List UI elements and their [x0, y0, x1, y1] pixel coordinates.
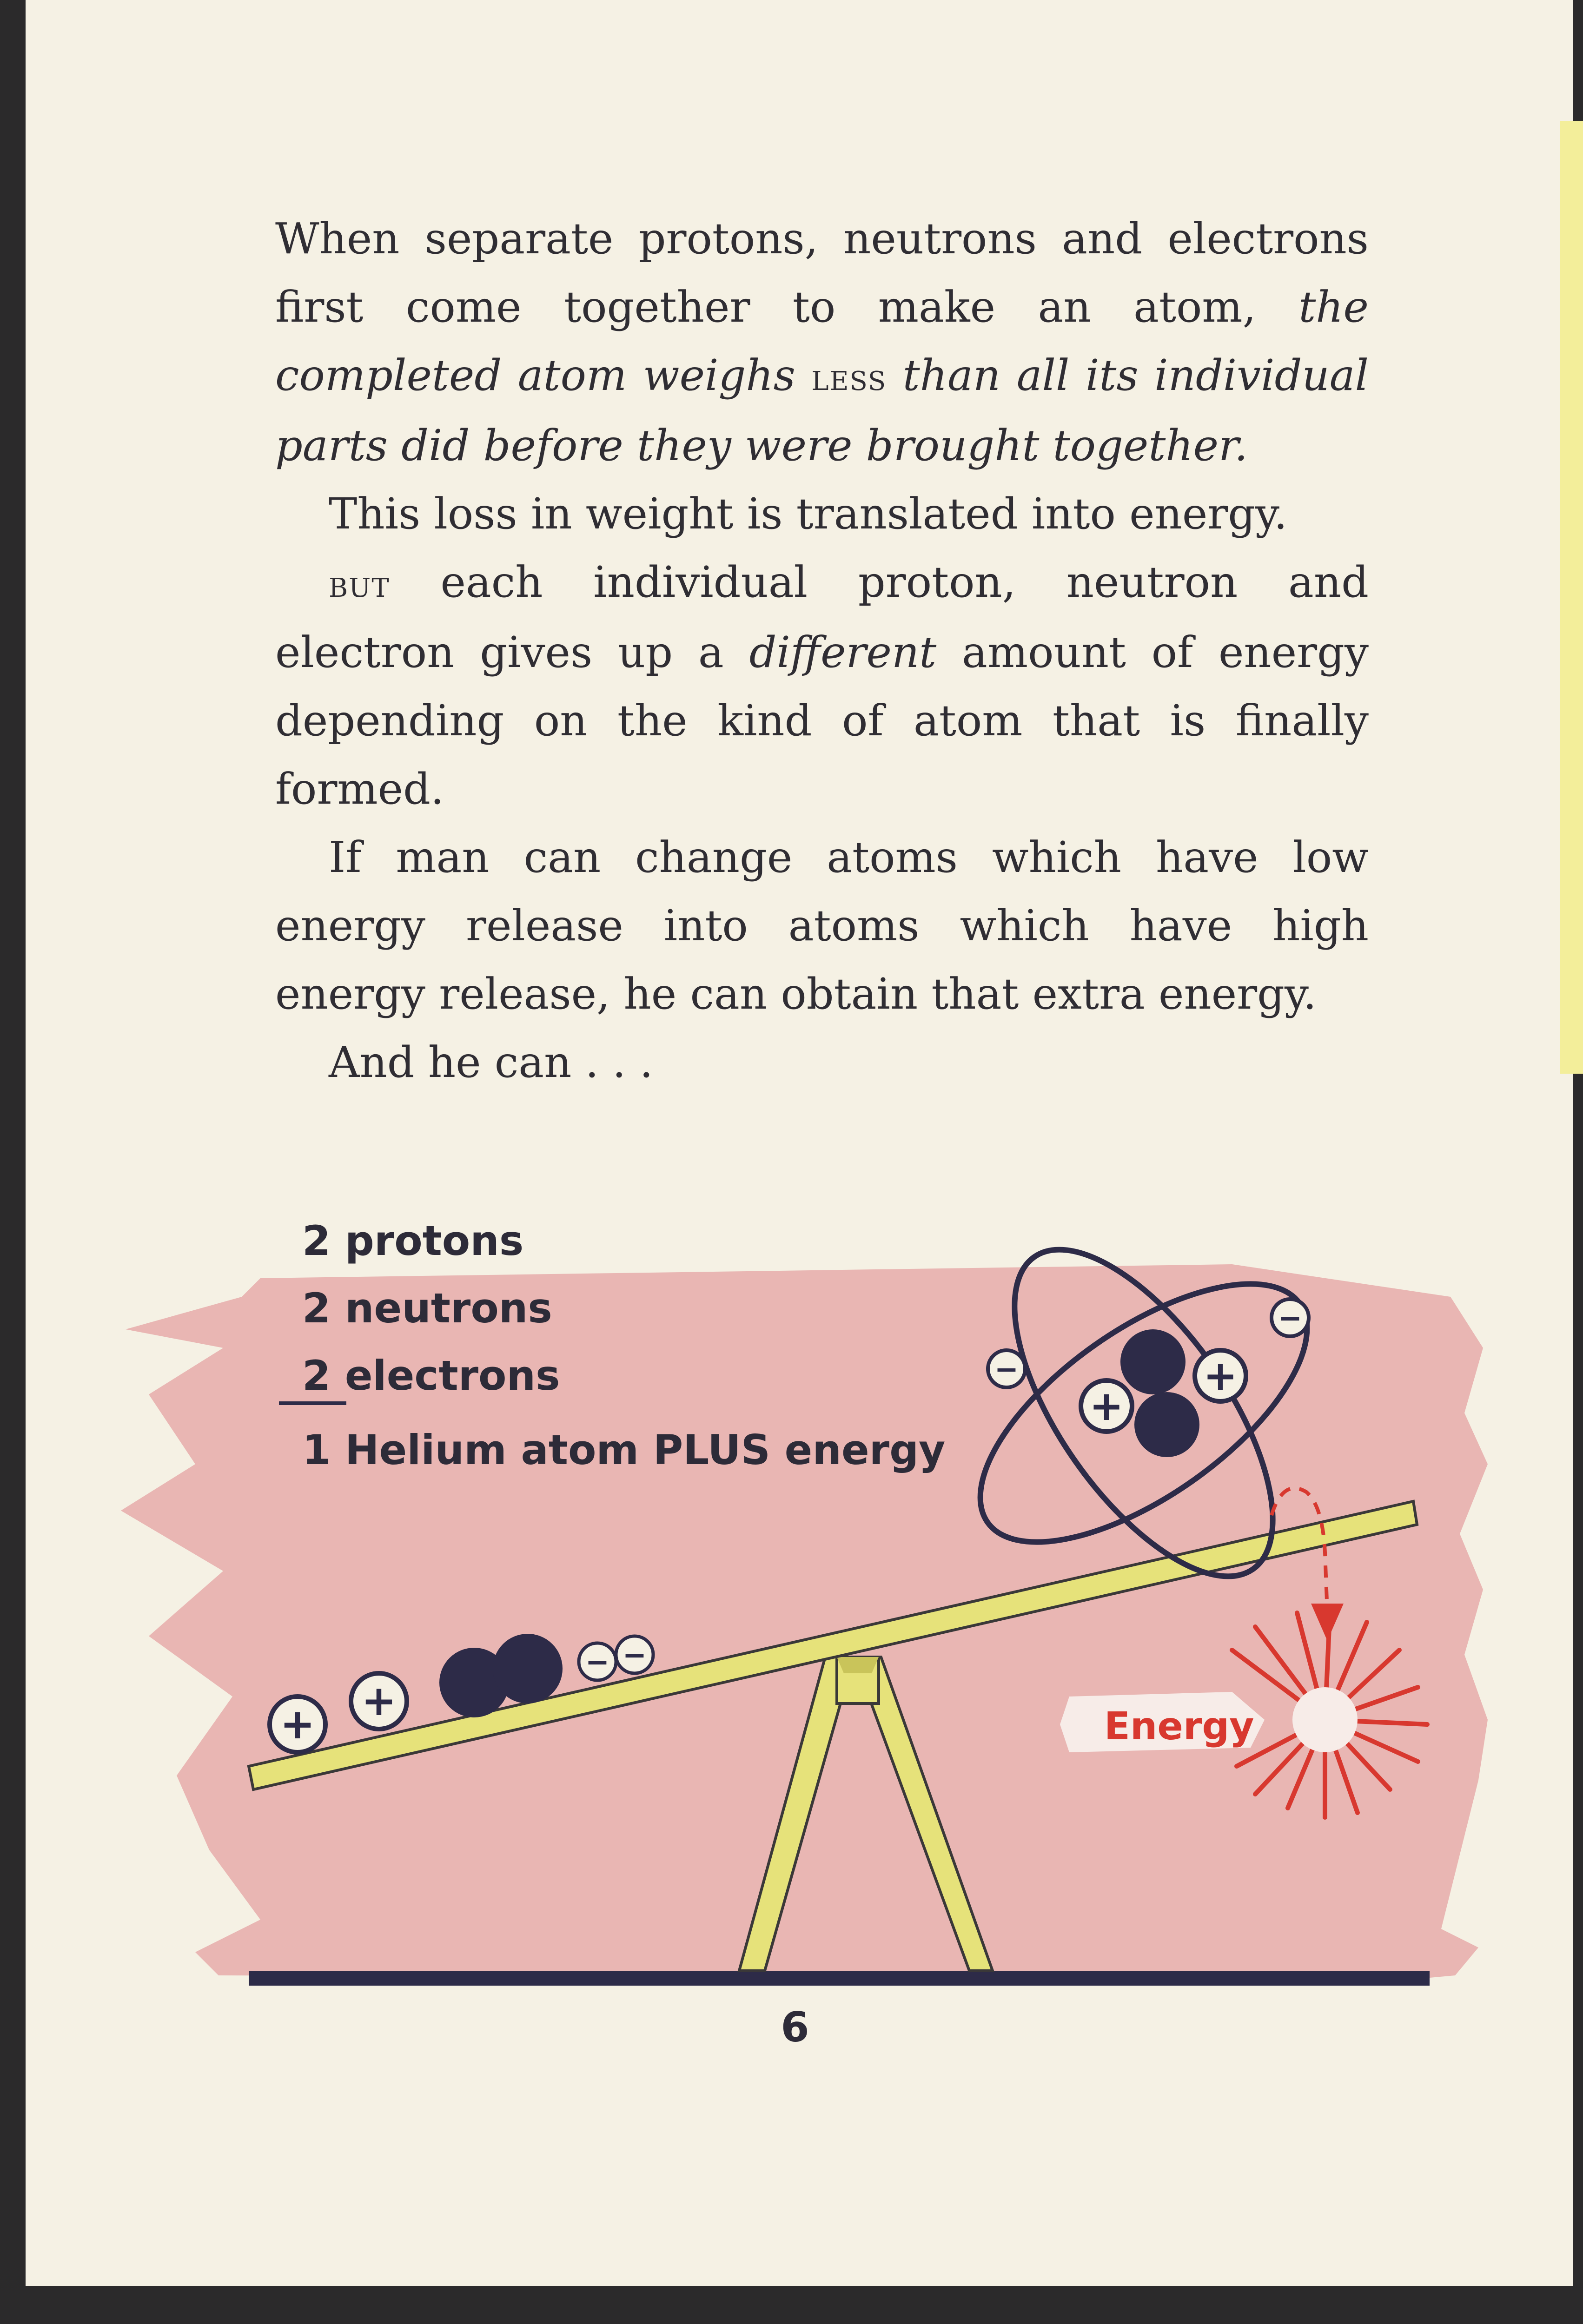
svg-text:+: + [1203, 1352, 1238, 1400]
seesaw-illustration [0, 1162, 1583, 2324]
svg-text:−: − [1278, 1301, 1302, 1335]
nucleus-proton-1 [1081, 1380, 1132, 1432]
svg-text:+: + [1089, 1382, 1124, 1430]
nucleus-neutron-1 [1120, 1329, 1186, 1394]
equation-line-neutrons: 2 neutrons [302, 1284, 552, 1332]
electron-left-2 [616, 1636, 653, 1673]
paragraph-4: If man can change atoms which have low energy release into atoms which have high energy release, he can obtain that extra energy. [275, 832, 1369, 1019]
electron-left-1 [579, 1643, 616, 1680]
body-text [275, 205, 1369, 1096]
equation-line-electrons: 2 electrons [302, 1352, 560, 1400]
svg-text:−: − [585, 1645, 609, 1679]
equation-line-protons: 2 protons [302, 1217, 524, 1265]
svg-text:+: + [361, 1677, 397, 1725]
energy-label: Energy [1104, 1704, 1254, 1749]
proton-left-1 [270, 1697, 325, 1752]
page-number: 6 [781, 2003, 809, 2051]
paragraph-1: When separate protons, neutrons and electrons first come together to make an atom, the completed atom weighs less than all its individual parts did before they were brought together. [275, 214, 1369, 470]
svg-text:+: + [280, 1700, 315, 1749]
svg-text:−: − [994, 1352, 1019, 1386]
paragraph-5: And he can . . . [329, 1037, 653, 1087]
svg-text:−: − [623, 1638, 647, 1672]
sum-line [279, 1401, 346, 1405]
nucleus-proton-2 [1195, 1350, 1246, 1401]
equation-result: 1 Helium atom PLUS energy [302, 1426, 946, 1474]
orbit-electron-2 [1272, 1299, 1309, 1336]
next-page-edge [1560, 121, 1583, 1074]
orbit-electron-1 [988, 1350, 1025, 1387]
paragraph-2: This loss in weight is translated into energy. [329, 489, 1288, 539]
paragraph-3: but each individual proton, neutron and electron gives up a different amount of energy depending on the kind of atom that is finally formed. [275, 557, 1369, 814]
ground-line [249, 1971, 1430, 1986]
neutron-left-2 [493, 1634, 563, 1703]
nucleus-neutron-2 [1134, 1392, 1199, 1457]
proton-left-2 [351, 1673, 407, 1729]
